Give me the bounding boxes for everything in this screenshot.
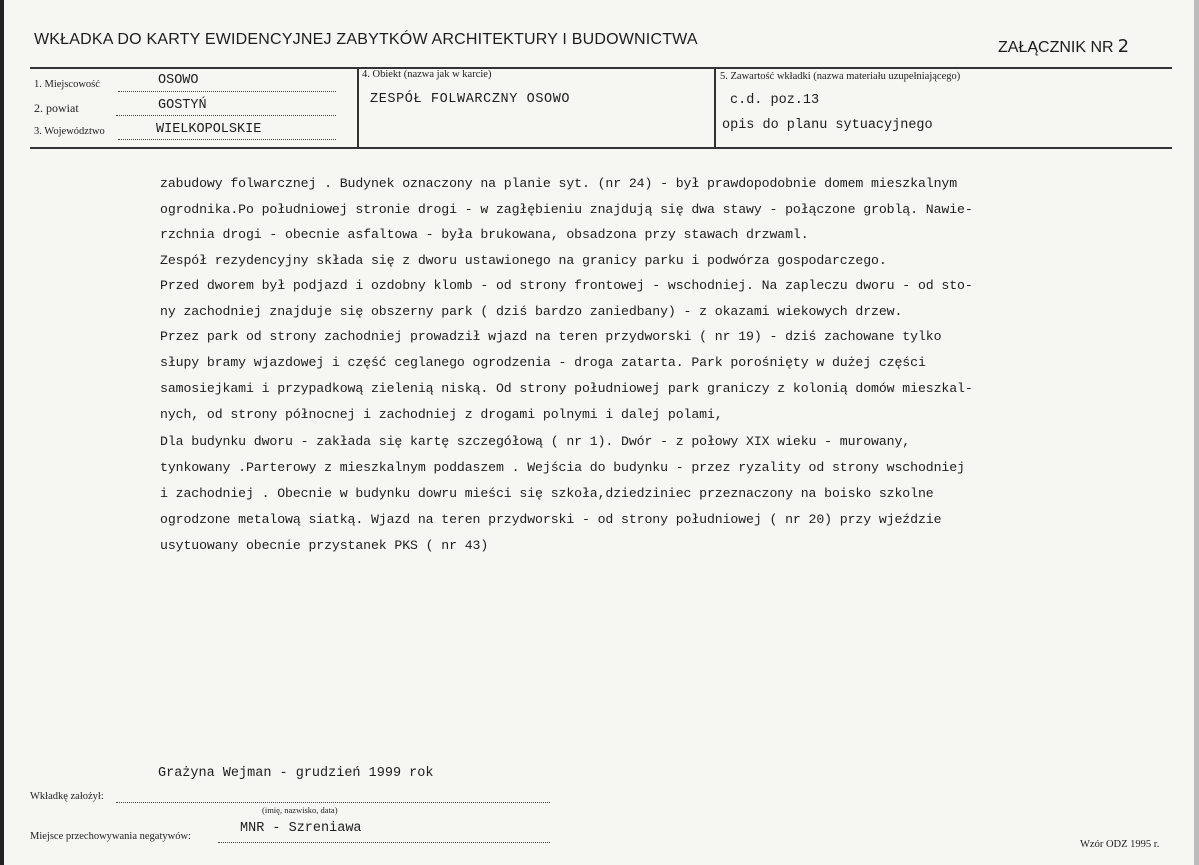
header-rule-top: [30, 67, 1172, 69]
body-line: ny zachodniej znajduje się obszerny park ( dziś bardzo zaniedbany) - z okazami wiekowych drzew.: [160, 304, 903, 319]
body-line: ogrodzone metalową siatką. Wjazd na teren przydworski - od strony południowej ( nr 20) przy wjeździe: [160, 512, 942, 527]
body-line: rzchnia drogi - obecnie asfaltowa - była brukowana, obsadzona przy stawach drzwaml.: [160, 227, 809, 242]
field-locality-label: 1. Miejscowość: [34, 79, 100, 90]
form-code: Wzór ODZ 1995 r.: [1080, 839, 1160, 850]
body-line: Przez park od strony zachodniej prowadził wjazd na teren przydworski ( nr 19) - dziś zachowane tylko: [160, 329, 942, 344]
field-divider-1: [357, 67, 359, 149]
body-line: samosiejkami i przypadkową zielenią niską. Od strony południowej park graniczy z kolonią domów mieszkal-: [160, 381, 973, 396]
body-line: Przed dworem był podjazd i ozdobny klomb - od strony frontowej - wschodniej. Na zapleczu dworu - od sto-: [160, 278, 973, 293]
scan-left-border: [0, 0, 4, 865]
body-line: Dla budynku dworu - zakłada się kartę szczegółową ( nr 1). Dwór - z połowy XIX wieku - murowany,: [160, 434, 911, 449]
created-by-dots: [116, 802, 550, 803]
form-title: WKŁADKA DO KARTY EWIDENCYJNEJ ZABYTKÓW ARCHITEKTURY I BUDOWNICTWA: [34, 31, 698, 48]
body-line: nych, od strony północnej i zachodniej z drogami polnymi i dalej polami,: [160, 407, 723, 422]
scan-right-border: [1194, 0, 1199, 865]
body-line: usytuowany obecnie przystanek PKS ( nr 43): [160, 538, 489, 553]
annex-label: ZAŁĄCZNIK NR: [998, 39, 1114, 56]
field-locality-dots: [118, 91, 336, 92]
negatives-location-dots: [218, 842, 550, 843]
field-district-label: 2. powiat: [34, 101, 79, 115]
body-line: Zespół rezydencyjny składa się z dworu ustawionego na granicy parku i podwórza gospodarczego.: [160, 253, 887, 268]
field-object-value: ZESPÓŁ FOLWARCZNY OSOWO: [370, 92, 571, 107]
field-content-label: 5. Zawartość wkładki (nazwa materiału uzupełniającego): [720, 71, 961, 82]
annex-number: 2: [1117, 36, 1130, 57]
field-district-dots: [116, 115, 336, 116]
body-line: ogrodnika.Po południowej stronie drogi - w zagłębieniu znajdują się dwa stawy - połączone groblą. Nawie-: [160, 202, 973, 217]
annex-label-group: [998, 36, 1129, 57]
negatives-location-label: Miejsce przechowywania negatywów:: [30, 831, 191, 842]
body-line: tynkowany .Parterowy z mieszkalnym poddaszem . Wejścia do budynku - przez ryzality od strony wschodniej: [160, 460, 965, 475]
body-line: i zachodniej . Obecnie w budynku dowru mieści się szkoła,dziedziniec przeznaczony na boisko szkolne: [160, 486, 934, 501]
field-locality-value: OSOWO: [158, 73, 199, 88]
field-divider-2: [714, 67, 716, 149]
field-voivodeship-label: 3. Województwo: [34, 126, 105, 137]
field-object-label: 4. Obiekt (nazwa jak w karcie): [362, 69, 492, 80]
header-rule-bottom: [30, 147, 1172, 149]
negatives-location-value: MNR - Szreniawa: [240, 821, 362, 836]
field-voivodeship-value: WIELKOPOLSKIE: [156, 122, 262, 137]
body-line: słupy bramy wjazdowej i część ceglanego ogrodzenia - droga zatarta. Park porośnięty w dużej części: [160, 355, 926, 370]
body-line: zabudowy folwarcznej . Budynek oznaczony na planie syt. (nr 24) - był prawdopodobnie domem mieszkalnym: [160, 176, 958, 191]
created-by-hint: (imię, nazwisko, data): [262, 805, 338, 815]
field-district-value: GOSTYŃ: [158, 98, 207, 113]
field-content-value-1: c.d. poz.13: [730, 93, 820, 108]
field-voivodeship-dots: [118, 139, 336, 140]
field-content-value-2: opis do planu sytuacyjnego: [722, 118, 933, 133]
created-by-label: Wkładkę założył:: [30, 791, 104, 802]
author-signature: Grażyna Wejman - grudzień 1999 rok: [158, 766, 434, 781]
